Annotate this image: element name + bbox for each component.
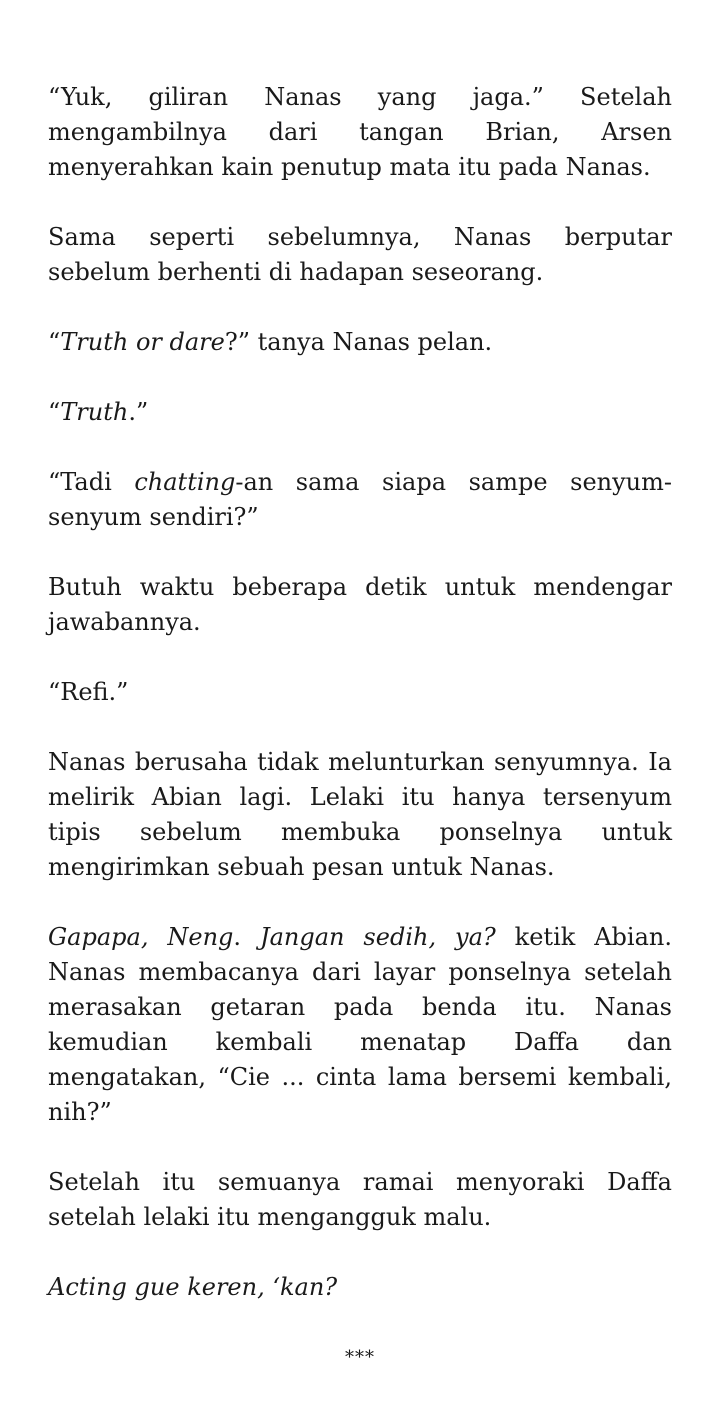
story-paragraph (48, 220, 672, 290)
italic-text: chatting (134, 468, 236, 496)
text-segment: “Refi.” (48, 678, 129, 706)
text-segment: Setelah itu semuanya ramai menyoraki Daffa setelah lelaki itu mengangguk malu. (48, 1168, 672, 1231)
italic-text: Gapapa, Neng (48, 923, 234, 951)
italic-text: Acting gue keren, ‘kan? (48, 1273, 338, 1301)
story-paragraph (48, 465, 672, 535)
story-paragraph (48, 570, 672, 640)
text-segment: Sama seperti sebelumnya, Nanas berputar sebelum berhenti di hadapan seseorang. (48, 223, 672, 286)
story-page (48, 80, 672, 1375)
story-text (48, 80, 672, 1305)
story-paragraph (48, 745, 672, 885)
story-paragraph (48, 1165, 672, 1235)
story-paragraph (48, 675, 672, 710)
text-segment: “ (48, 328, 61, 356)
text-segment: -an sama siapa sampe senyum-senyum sendiri?” (48, 468, 672, 531)
text-segment: “Yuk, giliran Nanas yang jaga.” Setelah mengambilnya dari tangan Brian, Arsen menyerahkan kain penutup mata itu pada Nanas. (48, 83, 672, 181)
scene-separator: *** (345, 1347, 375, 1368)
italic-text: Jangan sedih, ya? (259, 923, 496, 951)
italic-text: Truth or dare (60, 328, 225, 356)
text-segment: ketik Abian. Nanas membacanya dari layar ponselnya setelah merasakan getaran pada benda itu. Nanas kemudian kembali menatap Daffa dan mengatakan, “Cie ... cinta lama bersemi kembali, nih?” (48, 923, 672, 1126)
text-segment: Nanas berusaha tidak melunturkan senyumnya. Ia melirik Abian lagi. Lelaki itu hanya tersenyum tipis sebelum membuka ponselnya untuk mengirimkan sebuah pesan untuk Nanas. (48, 748, 672, 881)
text-segment: .” (128, 398, 149, 426)
text-segment: “ (48, 398, 61, 426)
text-segment: “Tadi (48, 468, 135, 496)
story-paragraph (48, 920, 672, 1130)
story-paragraph (48, 325, 672, 360)
text-segment: . (233, 923, 260, 951)
text-segment: ?” tanya Nanas pelan. (224, 328, 493, 356)
text-segment: Butuh waktu beberapa detik untuk mendengar jawabannya. (48, 573, 672, 636)
italic-text: Truth (60, 398, 129, 426)
story-paragraph (48, 395, 672, 430)
story-paragraph (48, 80, 672, 185)
story-paragraph (48, 1270, 672, 1305)
